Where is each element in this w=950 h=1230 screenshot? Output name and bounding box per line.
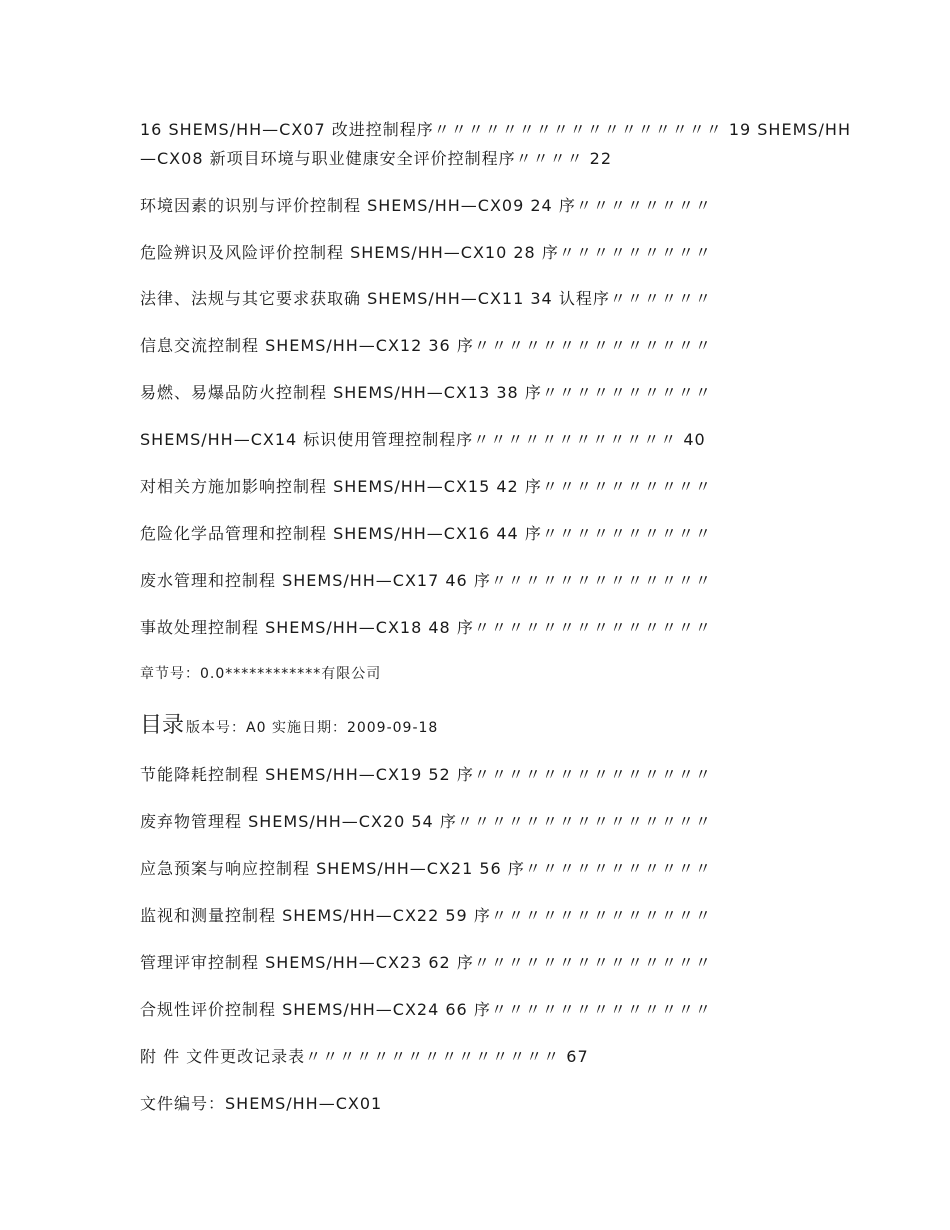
toc-entry-14: 废弃物管理程 SHEMS/HH—CX20 54 序〃〃〃〃〃〃〃〃〃〃〃〃〃〃〃 [140,812,712,831]
toc-entry-4: 危险辨识及风险评价控制程 SHEMS/HH—CX10 28 序〃〃〃〃〃〃〃〃〃 [140,243,712,262]
toc-entry-18: 合规性评价控制程 SHEMS/HH—CX24 66 序〃〃〃〃〃〃〃〃〃〃〃〃〃 [140,1000,712,1019]
toc-entry-19: 附 件 文件更改记录表〃〃〃〃〃〃〃〃〃〃〃〃〃〃〃 67 [140,1047,589,1066]
toc-entry-17: 管理评审控制程 SHEMS/HH—CX23 62 序〃〃〃〃〃〃〃〃〃〃〃〃〃〃 [140,953,712,972]
toc-entry-6: 信息交流控制程 SHEMS/HH—CX12 36 序〃〃〃〃〃〃〃〃〃〃〃〃〃〃 [140,336,712,355]
toc-entry-15: 应急预案与响应控制程 SHEMS/HH—CX21 56 序〃〃〃〃〃〃〃〃〃〃〃 [140,859,712,878]
toc-entry-5: 法律、法规与其它要求获取确 SHEMS/HH—CX11 34 认程序〃〃〃〃〃〃 [140,289,712,308]
toc-entry-12: 事故处理控制程 SHEMS/HH—CX18 48 序〃〃〃〃〃〃〃〃〃〃〃〃〃〃 [140,618,712,637]
toc-entry-8: SHEMS/HH—CX14 标识使用管理控制程序〃〃〃〃〃〃〃〃〃〃〃〃 40 [140,430,706,449]
chapter-number-line: 章节号：0.0************有限公司 [140,666,382,682]
toc-entry-1: 16 SHEMS/HH—CX07 改进控制程序〃〃〃〃〃〃〃〃〃〃〃〃〃〃〃〃〃 19 SHEMS/HH [140,120,851,139]
toc-title: 目录 [140,713,185,738]
toc-entry-13: 节能降耗控制程 SHEMS/HH—CX19 52 序〃〃〃〃〃〃〃〃〃〃〃〃〃〃 [140,765,712,784]
toc-entry-9: 对相关方施加影响控制程 SHEMS/HH—CX15 42 序〃〃〃〃〃〃〃〃〃〃 [140,477,712,496]
document-number: 文件编号：SHEMS/HH—CX01 [140,1094,383,1113]
version-line: 版本号：A0 实施日期：2009-09-18 [186,720,439,736]
toc-heading [140,712,438,742]
toc-entry-11: 废水管理和控制程 SHEMS/HH—CX17 46 序〃〃〃〃〃〃〃〃〃〃〃〃〃 [140,571,712,590]
toc-entry-10: 危险化学品管理和控制程 SHEMS/HH—CX16 44 序〃〃〃〃〃〃〃〃〃〃 [140,524,712,543]
toc-entry-3: 环境因素的识别与评价控制程 SHEMS/HH—CX09 24 序〃〃〃〃〃〃〃〃 [140,196,712,215]
toc-entry-16: 监视和测量控制程 SHEMS/HH—CX22 59 序〃〃〃〃〃〃〃〃〃〃〃〃〃 [140,906,712,925]
toc-entry-7: 易燃、易爆品防火控制程 SHEMS/HH—CX13 38 序〃〃〃〃〃〃〃〃〃〃 [140,383,712,402]
toc-entry-2: —CX08 新项目环境与职业健康安全评价控制程序〃〃〃〃 22 [140,149,613,168]
